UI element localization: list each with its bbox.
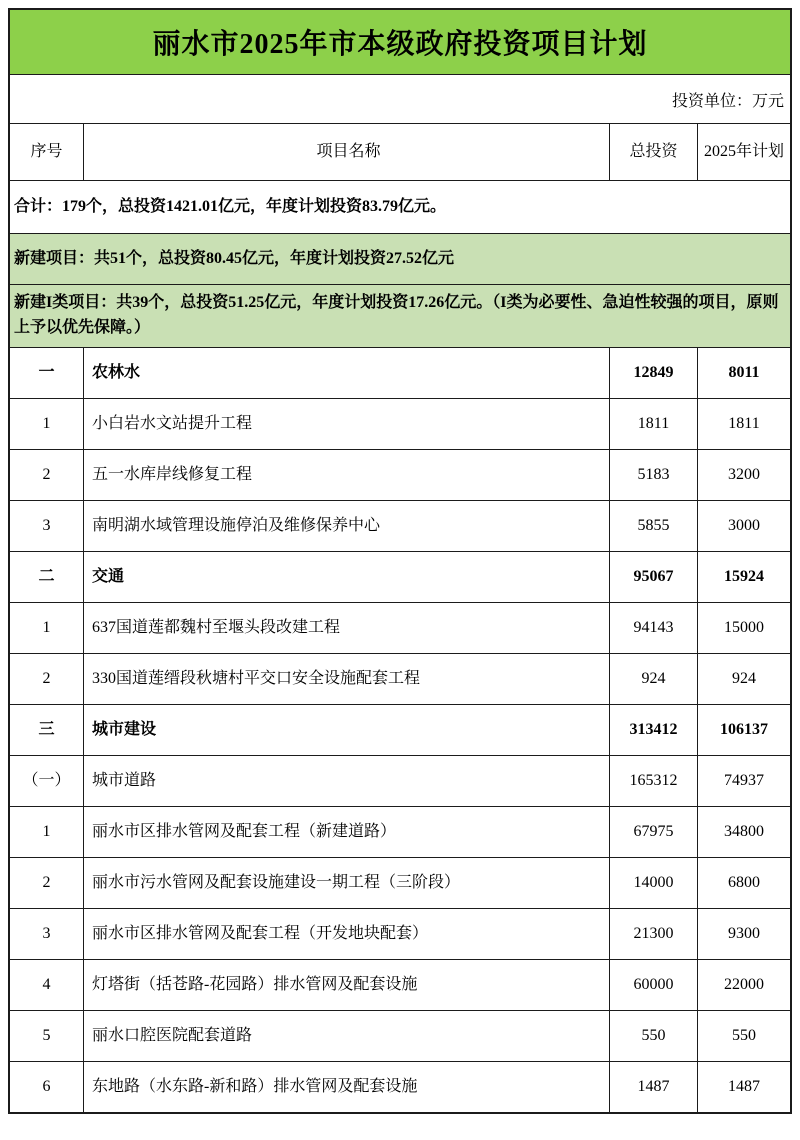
table-row [10,450,790,501]
cell-serial: 1 [10,603,84,653]
column-header-total-investment: 总投资 [610,124,698,180]
cell-2025-plan: 106137 [720,721,768,739]
table-row [10,399,790,450]
cell-project-name: 东地路（水东路-新和路）排水管网及配套设施 [84,1062,610,1112]
new-projects-note-text: 新建项目：共51个，总投资80.45亿元，年度计划投资27.52亿元 [14,250,455,268]
cell-serial: 2 [10,654,84,704]
table-row [10,807,790,858]
cell-project-name: 南明湖水域管理设施停泊及维修保养中心 [84,501,610,551]
cell-total-investment: 95067 [610,552,698,602]
table-header-row [10,124,790,181]
section-row-urban-construction [10,705,790,756]
cell-2025-plan: 74937 [724,772,764,790]
cell-serial: （一） [10,756,84,806]
cell-total-investment: 1811 [610,399,698,449]
cell-2025-plan: 9300 [728,925,760,943]
cell-serial: 一 [10,348,84,398]
investment-plan-table [8,8,792,1114]
cell-2025-plan: 15000 [724,619,764,637]
cell-project-name: 637国道莲都魏村至堰头段改建工程 [84,603,610,653]
new-projects-note-row [10,234,790,285]
cell-2025-plan: 1811 [728,415,760,433]
cell-project-name: 灯塔街（括苍路-花园路）排水管网及配套设施 [84,960,610,1010]
cell-2025-plan: 15924 [724,568,764,586]
table-row [10,1011,790,1062]
investment-unit-note: 投资单位：万元 [10,75,790,124]
cell-total-investment: 21300 [610,909,698,959]
cell-project-name: 农林水 [84,348,610,398]
cell-2025-plan: 3000 [728,517,760,535]
cell-serial: 3 [10,909,84,959]
cell-total-investment: 165312 [610,756,698,806]
cell-2025-plan: 6800 [728,874,760,892]
cell-project-name: 丽水市区排水管网及配套工程（开发地块配套） [84,909,610,959]
cell-project-name: 交通 [84,552,610,602]
cell-serial: 3 [10,501,84,551]
summary-row [10,181,790,234]
cell-2025-plan: 8011 [728,364,760,382]
cell-project-name: 330国道莲缙段秋塘村平交口安全设施配套工程 [84,654,610,704]
cell-serial: 1 [10,807,84,857]
section-row-agriculture [10,348,790,399]
cell-total-investment: 924 [610,654,698,704]
cell-project-name: 丽水市污水管网及配套设施建设一期工程（三阶段） [84,858,610,908]
table-row [10,501,790,552]
cell-project-name: 城市道路 [84,756,610,806]
document-title: 丽水市2025年市本级政府投资项目计划 [10,10,790,75]
cell-total-investment: 12849 [610,348,698,398]
cell-total-investment: 67975 [610,807,698,857]
cell-2025-plan: 1487 [728,1078,760,1096]
cell-total-investment: 5183 [610,450,698,500]
section-row-transport [10,552,790,603]
table-row [10,603,790,654]
cell-total-investment: 313412 [610,705,698,755]
cell-serial: 5 [10,1011,84,1061]
cell-total-investment: 60000 [610,960,698,1010]
cell-serial: 2 [10,450,84,500]
table-row [10,858,790,909]
table-row [10,1062,790,1112]
new-class1-note-text: 新建I类项目：共39个，总投资51.25亿元，年度计划投资17.26亿元。（I类为必要性、急迫性较强的项目，原则上予以优先保障。） [14,294,779,336]
cell-total-investment: 1487 [610,1062,698,1112]
cell-project-name: 小白岩水文站提升工程 [84,399,610,449]
subsection-row-urban-roads [10,756,790,807]
cell-serial: 4 [10,960,84,1010]
column-header-project-name: 项目名称 [84,124,610,180]
cell-2025-plan: 34800 [724,823,764,841]
cell-total-investment: 550 [610,1011,698,1061]
table-row [10,909,790,960]
new-class1-note-row [10,285,790,348]
cell-serial: 二 [10,552,84,602]
cell-project-name: 五一水库岸线修复工程 [84,450,610,500]
cell-total-investment: 5855 [610,501,698,551]
table-row [10,960,790,1011]
cell-total-investment: 94143 [610,603,698,653]
cell-serial: 2 [10,858,84,908]
cell-serial: 1 [10,399,84,449]
summary-text: 合计：179个，总投资1421.01亿元，年度计划投资83.79亿元。 [14,198,447,216]
cell-project-name: 城市建设 [84,705,610,755]
column-header-serial: 序号 [10,124,84,180]
cell-serial: 三 [10,705,84,755]
cell-total-investment: 14000 [610,858,698,908]
cell-project-name: 丽水口腔医院配套道路 [84,1011,610,1061]
cell-serial: 6 [10,1062,84,1112]
cell-2025-plan: 924 [732,670,756,688]
table-row [10,654,790,705]
cell-2025-plan: 22000 [724,976,764,994]
cell-2025-plan: 3200 [728,466,760,484]
cell-project-name: 丽水市区排水管网及配套工程（新建道路） [84,807,610,857]
cell-2025-plan: 550 [732,1027,756,1045]
column-header-2025-plan: 2025年计划 [703,143,784,161]
